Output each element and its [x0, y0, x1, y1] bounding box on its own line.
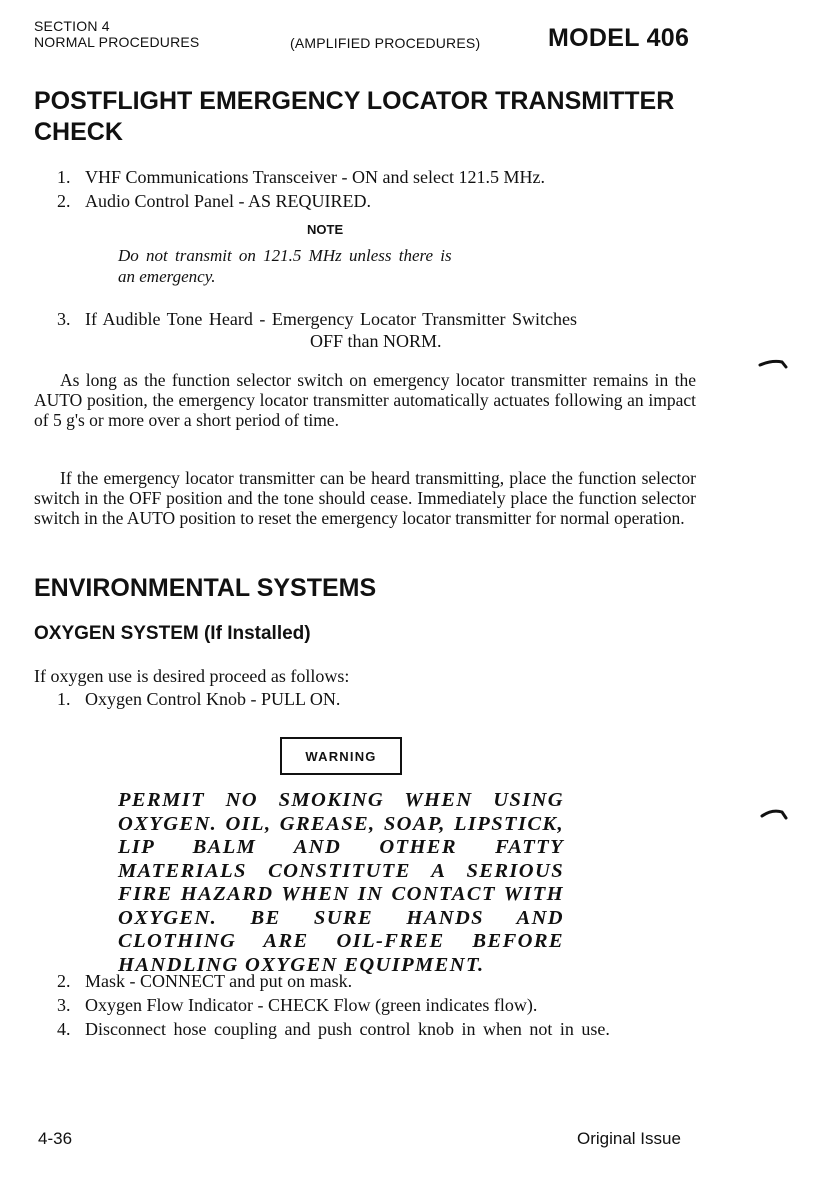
step-number: 2. — [57, 191, 71, 211]
elt-step-3 — [57, 308, 697, 352]
elt-paragraph-1: As long as the function selector switch on emergency locator transmitter remains in the AUTO position, the emergency locator transmitter automatically actuates following an impact of 5 g's or more over a short period of time. — [34, 370, 696, 430]
note-text-line1: Do not transmit on 121.5 MHz unless there is — [118, 246, 452, 265]
step-text-line1: If Audible Tone Heard - Emergency Locator Transmitter Switches — [85, 309, 577, 329]
elt-check-heading-line2: CHECK — [34, 118, 123, 146]
change-bar-mark — [758, 354, 790, 370]
issue-label: Original Issue — [577, 1129, 681, 1148]
oxygen-intro: If oxygen use is desired proceed as follows: — [34, 666, 350, 686]
step-text: Oxygen Control Knob - PULL ON. — [85, 689, 341, 709]
step-number: 3. — [57, 309, 71, 329]
elt-check-heading-line1: POSTFLIGHT EMERGENCY LOCATOR TRANSMITTER — [34, 87, 675, 115]
page-number: 4-36 — [38, 1129, 73, 1148]
environmental-heading: ENVIRONMENTAL SYSTEMS — [34, 574, 377, 602]
warning-text: PERMIT NO SMOKING WHEN USING OXYGEN. OIL, GREASE, SOAP, LIPSTICK, LIP BALM AND OTHER FATTY MATERIALS CONSTITUTE A SERIOUS FIRE HAZARD WHEN IN CONTACT WITH OXYGEN. BE SURE HANDS AND CLOTHING ARE OIL-FREE BEFORE HANDLING OXYGEN EQUIPMENT. — [118, 789, 564, 976]
note-text-line2: an emergency. — [118, 267, 216, 286]
step-text-line2: OFF than NORM. — [310, 331, 442, 351]
header-subtitle: (AMPLIFIED PROCEDURES) — [290, 35, 481, 51]
step-number: 1. — [57, 167, 71, 187]
oxygen-system-heading: OXYGEN SYSTEM (If Installed) — [34, 623, 311, 644]
step-text: Disconnect hose coupling and push control knob in when not in use. — [85, 1019, 610, 1039]
step-text: Oxygen Flow Indicator - CHECK Flow (green indicates flow). — [85, 995, 538, 1015]
step-number: 3. — [57, 995, 71, 1015]
step-number: 1. — [57, 689, 71, 709]
section-title: NORMAL PROCEDURES — [34, 34, 200, 50]
warning-title: WARNING — [305, 748, 377, 764]
change-bar-mark — [760, 806, 790, 822]
step-number: 2. — [57, 971, 71, 991]
step-text: VHF Communications Transceiver - ON and select 121.5 MHz. — [85, 167, 545, 187]
step-number: 4. — [57, 1019, 71, 1039]
note-title: NOTE — [307, 222, 344, 237]
warning-box — [280, 737, 402, 775]
elt-paragraph-2: If the emergency locator transmitter can be heard transmitting, place the function selector switch in the OFF position and the tone should cease. Immediately place the function selector switch in the AUTO position to reset the emergency locator transmitter for normal operation. — [34, 468, 696, 528]
step-text: Mask - CONNECT and put on mask. — [85, 971, 353, 991]
step-text: Audio Control Panel - AS REQUIRED. — [85, 191, 371, 211]
section-label: SECTION 4 — [34, 18, 110, 34]
model-label: MODEL 406 — [548, 24, 690, 52]
